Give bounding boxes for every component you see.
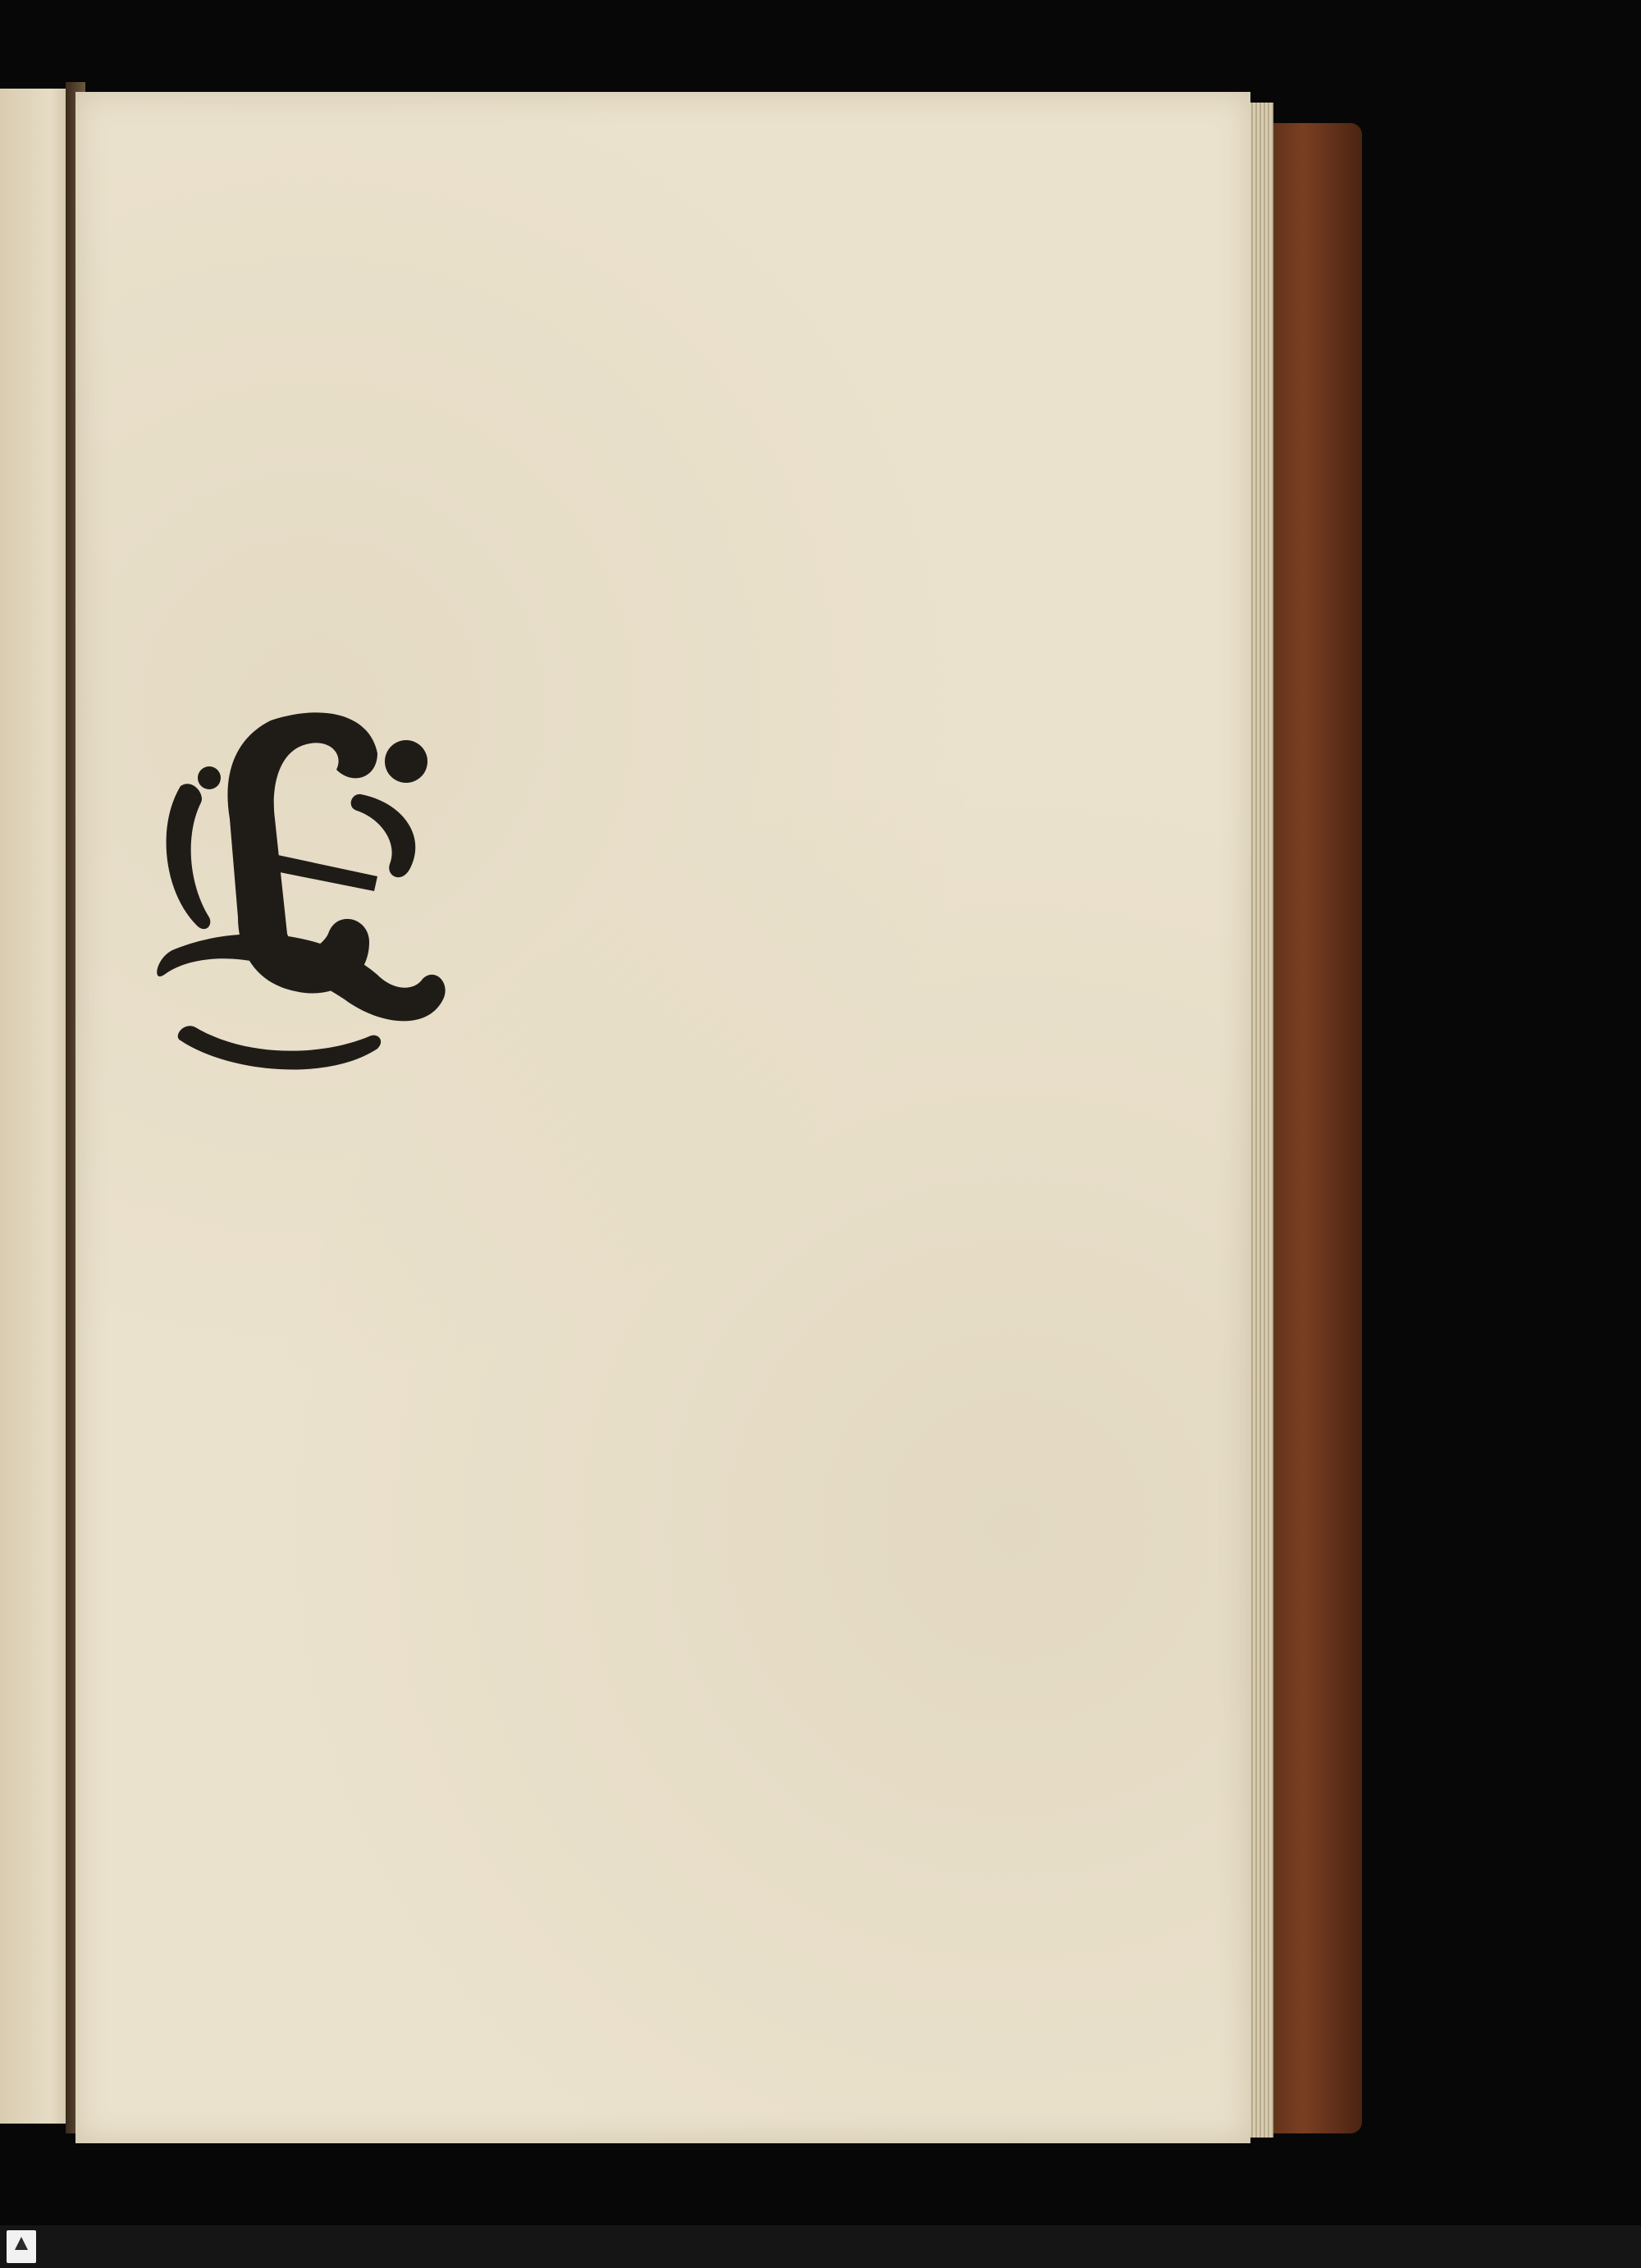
book-page — [75, 92, 1250, 2143]
institution-logo-icon — [7, 2230, 36, 2263]
book-cover — [1264, 123, 1362, 2133]
floral-ornament-band — [131, 159, 1140, 487]
decorated-initial — [131, 688, 459, 1114]
viewer-footer-bar — [0, 2225, 1641, 2268]
page-footer — [130, 2004, 1165, 2078]
left-page-edge — [0, 89, 75, 2124]
flower-ornament-icon — [131, 159, 1140, 487]
